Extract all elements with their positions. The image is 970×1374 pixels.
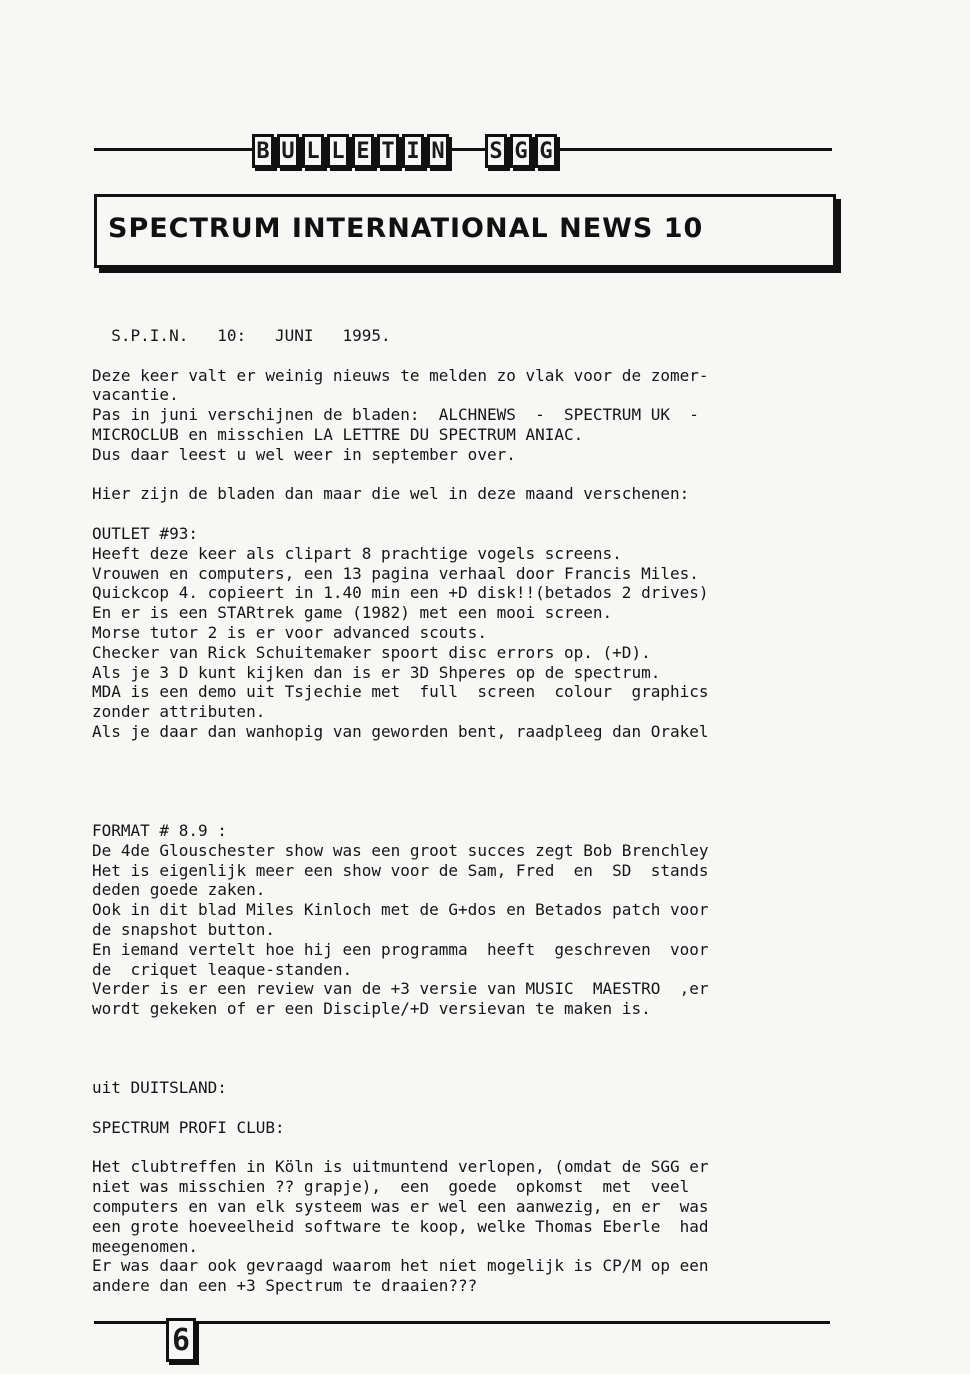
logo-letter: T <box>377 134 399 168</box>
text-line: deden goede zaken. <box>92 880 266 900</box>
logo-letter: E <box>352 134 374 168</box>
text-line: meegenomen. <box>92 1236 198 1256</box>
text-line: andere dan een +3 Spectrum te draaien??? <box>92 1276 478 1296</box>
text-line: Vrouwen en computers, een 13 pagina verhaal door Francis Miles. <box>92 563 699 583</box>
text-line: De 4de Glouschester show was een groot succes zegt Bob Brenchley <box>92 840 709 860</box>
logo-letter: L <box>302 134 324 168</box>
text-line: de criquet leaque-standen. <box>92 959 353 979</box>
text-line <box>92 1138 852 1158</box>
text-line: een grote hoeveelheid software te koop, welke Thomas Eberle had <box>92 1216 709 1236</box>
footer-rule <box>94 1321 830 1324</box>
text-line: MICROCLUB en misschien LA LETTRE DU SPECTRUM ANIAC. <box>92 424 584 444</box>
text-line: S.P.I.N. 10: JUNI 1995. <box>92 326 391 345</box>
text-line <box>92 801 852 821</box>
bulletin-sgg-logo <box>252 134 557 168</box>
text-line <box>92 1039 852 1059</box>
text-line: Morse tutor 2 is er voor advanced scouts. <box>92 622 487 642</box>
text-line <box>92 781 852 801</box>
logo-letter: S <box>485 134 507 168</box>
text-line <box>92 1019 852 1039</box>
logo-letter: L <box>327 134 349 168</box>
logo-letter: I <box>402 134 424 168</box>
text-line: Pas in juni verschijnen de bladen: ALCHNEWS - SPECTRUM UK - <box>92 405 699 425</box>
text-line: vacantie. <box>92 385 179 405</box>
text-line <box>92 742 852 762</box>
logo-letter: B <box>252 134 274 168</box>
text-line: OUTLET #93: <box>92 523 198 543</box>
text-line <box>92 1098 852 1118</box>
text-line: Als je 3 D kunt kijken dan is er 3D Shperes op de spectrum. <box>92 662 661 682</box>
text-line: SPECTRUM PROFI CLUB: <box>92 1117 285 1137</box>
text-line: Het clubtreffen in Köln is uitmuntend verlopen, (omdat de SGG er <box>92 1157 709 1177</box>
text-line: Hier zijn de bladen dan maar die wel in deze maand verschenen: <box>92 484 690 504</box>
text-line: uit DUITSLAND: <box>92 1078 227 1098</box>
text-line: Dus daar leest u wel weer in september over. <box>92 444 516 464</box>
text-line <box>92 346 852 366</box>
text-line: wordt gekeken of er een Disciple/+D versievan te maken is. <box>92 999 651 1019</box>
text-line: Checker van Rick Schuitemaker spoort disc errors op. (+D). <box>92 642 651 662</box>
logo-letter: U <box>277 134 299 168</box>
text-line: En er is een STARtrek game (1982) met een mooi screen. <box>92 603 613 623</box>
text-line: Quickcop 4. copieert in 1.40 min een +D disk!!(betados 2 drives) <box>92 583 709 603</box>
text-line: En iemand vertelt hoe hij een programma heeft geschreven voor <box>92 939 709 959</box>
text-line: Deze keer valt er weinig nieuws te melden zo vlak voor de zomer- <box>92 365 709 385</box>
text-line: computers en van elk systeem was er wel een aanwezig, en er was <box>92 1197 709 1217</box>
page-number: 6 <box>166 1318 196 1362</box>
logo-letter: G <box>510 134 532 168</box>
text-line: Ook in dit blad Miles Kinloch met de G+dos en Betados patch voor <box>92 900 709 920</box>
text-line: Verder is er een review van de +3 versie van MUSIC MAESTRO ,er <box>92 979 709 999</box>
text-line: de snapshot button. <box>92 919 276 939</box>
logo-letter: N <box>427 134 449 168</box>
text-line: Het is eigenlijk meer een show voor de Sam, Fred en SD stands <box>92 860 709 880</box>
text-line: MDA is een demo uit Tsjechie met full screen colour graphics <box>92 682 709 702</box>
article-body <box>92 326 852 1296</box>
text-line <box>92 1058 852 1078</box>
text-line: niet was misschien ?? grapje), een goede opkomst met veel <box>92 1177 690 1197</box>
text-line: Heeft deze keer als clipart 8 prachtige vogels screens. <box>92 543 622 563</box>
text-line: Als je daar dan wanhopig van geworden bent, raadpleeg dan Orakel <box>92 721 709 741</box>
text-line <box>92 465 852 485</box>
text-line: Er was daar ook gevraagd waarom het niet mogelijk is CP/M op een <box>92 1256 709 1276</box>
logo-letter: G <box>535 134 557 168</box>
text-line <box>92 504 852 524</box>
page-title: SPECTRUM INTERNATIONAL NEWS 10 <box>108 213 704 244</box>
text-line: zonder attributen. <box>92 702 266 722</box>
text-line <box>92 762 852 782</box>
text-line: FORMAT # 8.9 : <box>92 820 227 840</box>
